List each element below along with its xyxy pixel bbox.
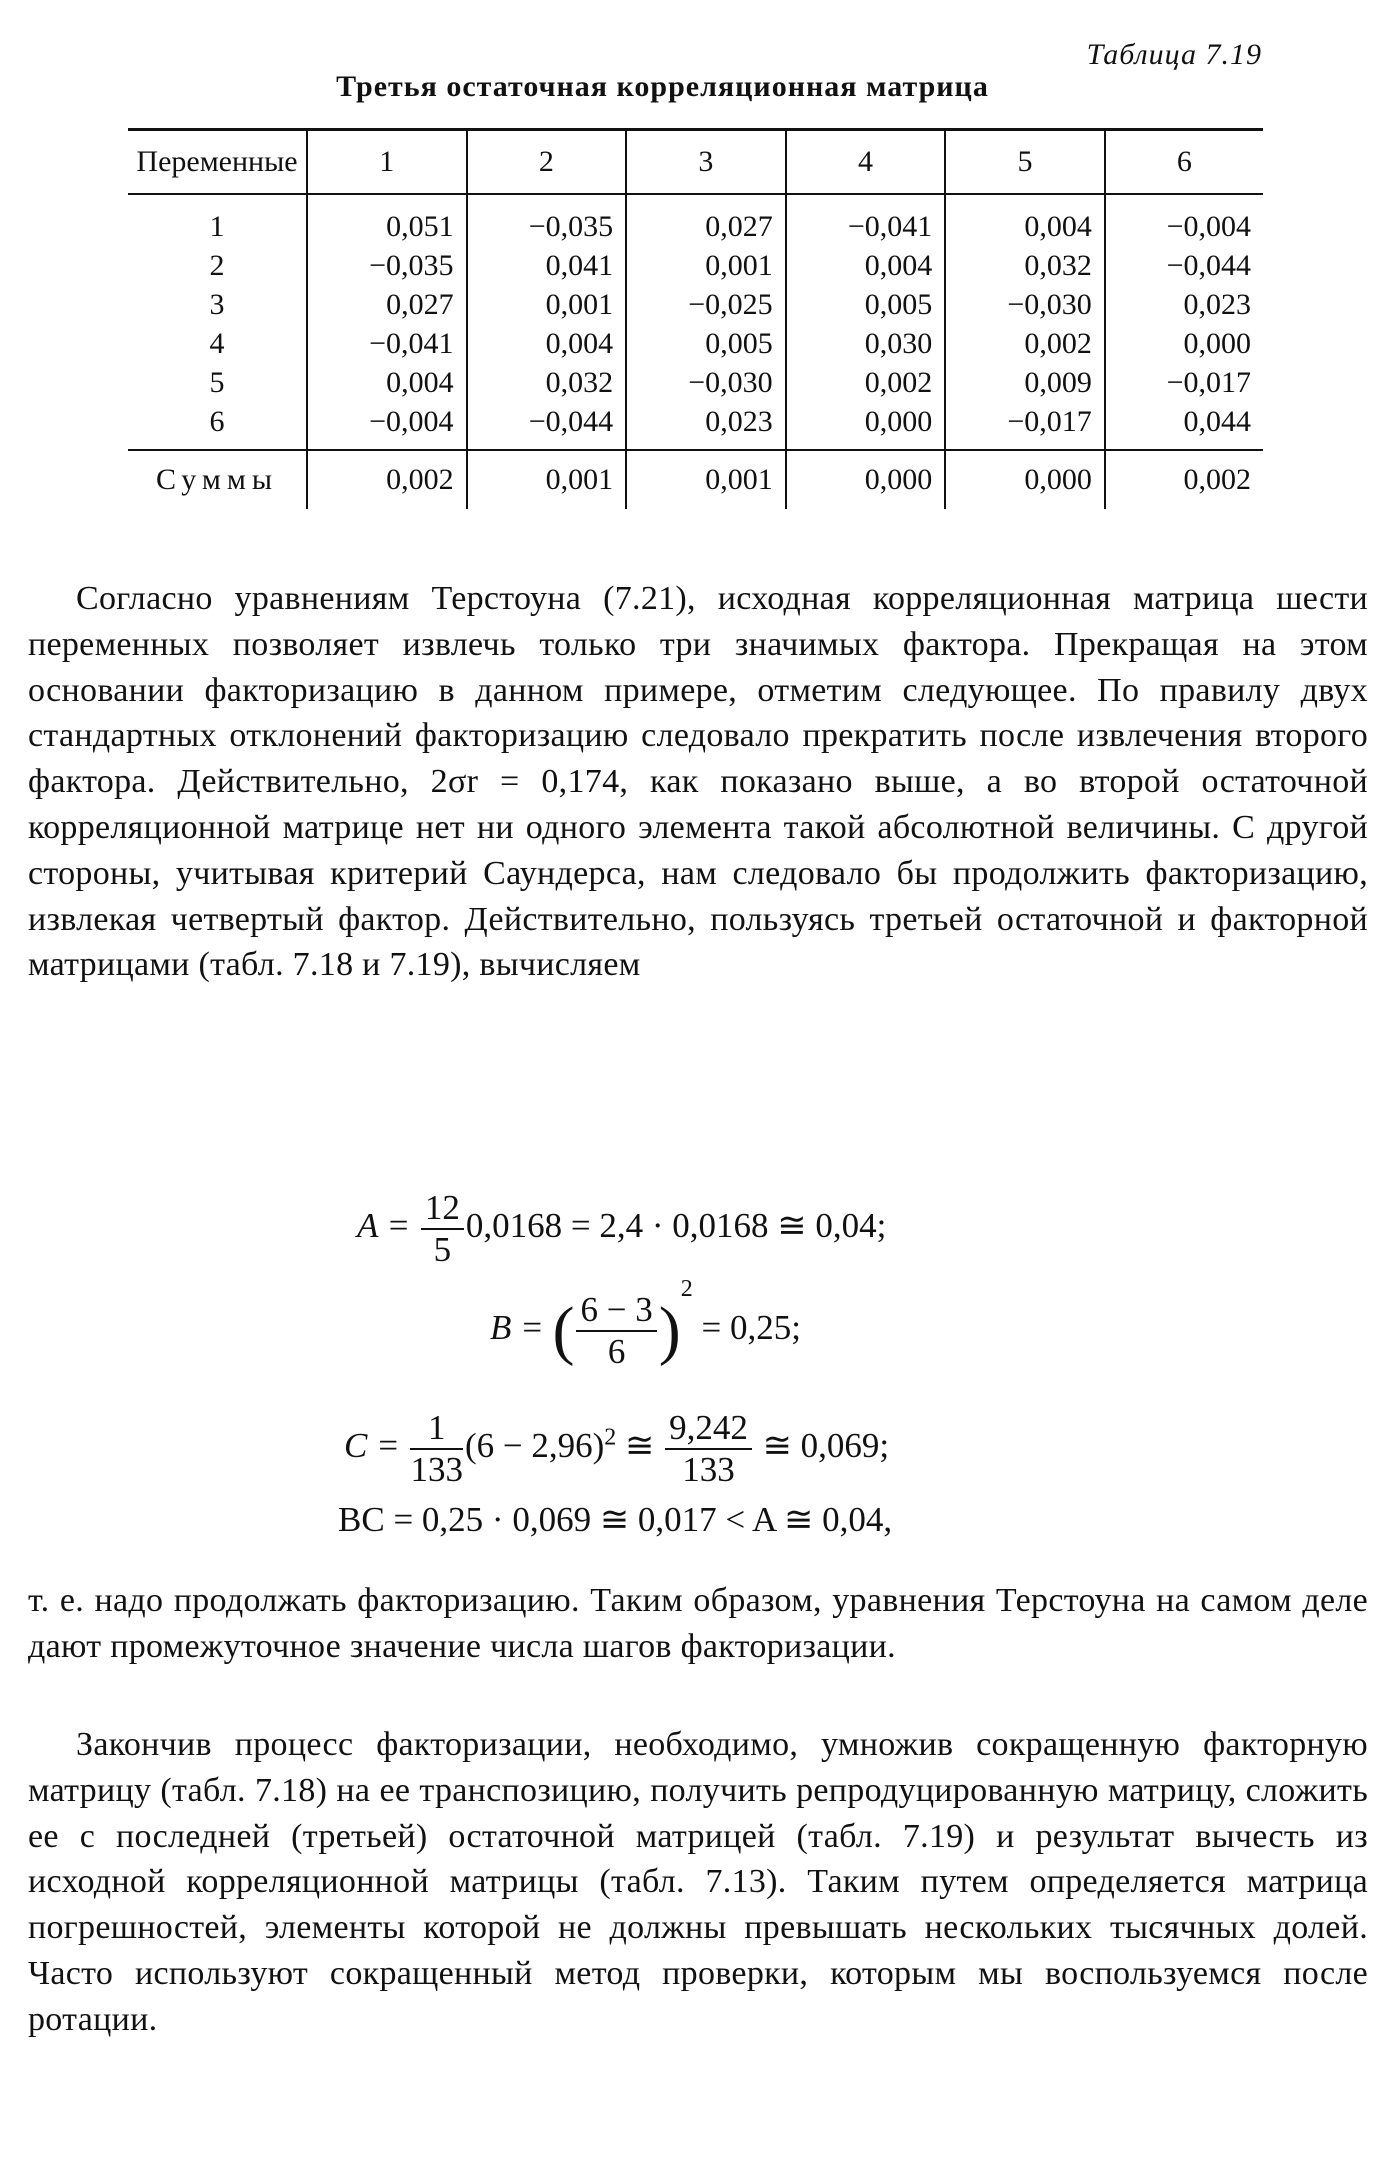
header-cell: 2 bbox=[467, 130, 627, 195]
eq-c-fraction-1 bbox=[410, 1408, 463, 1490]
table-cell: 0,002 bbox=[786, 363, 946, 402]
table-cell: 0,032 bbox=[945, 246, 1105, 285]
header-cell: 4 bbox=[786, 130, 946, 195]
paragraph-thurstone bbox=[28, 576, 1368, 988]
table-cell: −0,004 bbox=[1105, 194, 1263, 246]
row-label: 1 bbox=[209, 209, 225, 243]
row-label: 3 bbox=[209, 287, 225, 321]
table-cell: 0,023 bbox=[1105, 285, 1263, 324]
eq-c-den2: 133 bbox=[682, 1450, 735, 1489]
table-row bbox=[128, 324, 1263, 363]
sums-label: Суммы bbox=[128, 450, 307, 509]
table-cell: 0,001 bbox=[467, 285, 627, 324]
paragraph-text: Согласно уравнениям Терстоуна (7.21), исходная корреляционная матрица шести переменных позволяет извлечь только три значимых фактора. Прекращая на этом основании факторизацию в данном примере, отметим следующее. По правилу двух стандартных отклонений факторизацию следовало прекратить после извлечения второго фактора. Действительно, 2σr = 0,174, как показано выше, а во второй остаточной корреляционной матрице нет ни одного элемента такой абсолютной величины. С другой стороны, учитывая критерий Саундерса, нам следовало бы продолжить факторизацию, извлекая четвертый фактор. Действительно, пользуясь третьей остаточной и факторной матрицами (табл. 7.18 и 7.19), вычисляем bbox=[28, 580, 1368, 984]
table-cell: 0,005 bbox=[626, 324, 786, 363]
table-cell: 0,032 bbox=[467, 363, 627, 402]
table-cell: 0,027 bbox=[626, 194, 786, 246]
header-cell: 6 bbox=[1105, 130, 1263, 195]
paragraph-verification bbox=[28, 1722, 1368, 2043]
table-row bbox=[128, 363, 1263, 402]
eq-c-mid: (6 − 2,96) bbox=[464, 1426, 605, 1466]
table-row bbox=[128, 402, 1263, 450]
row-label: 5 bbox=[209, 365, 225, 399]
residual-correlation-table bbox=[128, 128, 1263, 509]
table-cell: −0,035 bbox=[467, 194, 627, 246]
table-cell: 0,000 bbox=[1105, 324, 1263, 363]
table-cell: 0,002 bbox=[945, 324, 1105, 363]
table-row bbox=[128, 285, 1263, 324]
table-cell: −0,044 bbox=[467, 402, 627, 450]
sum-cell: 0,000 bbox=[786, 450, 946, 509]
table-cell: −0,025 bbox=[626, 285, 786, 324]
eq-c-relation: ≅ bbox=[625, 1426, 655, 1466]
header-cell: 1 bbox=[307, 130, 467, 195]
equation-bc bbox=[338, 1500, 892, 1540]
sum-cell: 0,002 bbox=[307, 450, 467, 509]
eq-c-exponent: 2 bbox=[604, 1424, 617, 1451]
table-cell: −0,017 bbox=[945, 402, 1105, 450]
eq-c-lhs: C = bbox=[344, 1426, 400, 1466]
sum-cell: 0,001 bbox=[467, 450, 627, 509]
equation-b bbox=[490, 1276, 801, 1372]
table-cell: 0,023 bbox=[626, 402, 786, 450]
table-cell: 0,004 bbox=[307, 363, 467, 402]
table-cell: −0,041 bbox=[307, 324, 467, 363]
table-cell: 0,051 bbox=[307, 194, 467, 246]
eq-b-den: 6 bbox=[607, 1332, 626, 1371]
table-cell: −0,017 bbox=[1105, 363, 1263, 402]
eq-a-den: 5 bbox=[433, 1230, 452, 1269]
eq-c-rest: ≅ 0,069; bbox=[762, 1426, 890, 1466]
paragraph-conclusion bbox=[28, 1578, 1368, 1670]
eq-b-lhs: B = bbox=[490, 1308, 544, 1348]
table-label: Таблица 7.19 bbox=[1086, 38, 1262, 71]
table-cell: 0,004 bbox=[467, 324, 627, 363]
sums-row bbox=[128, 450, 1263, 509]
header-cell: Переменные bbox=[128, 130, 307, 195]
table-title: Третья остаточная корреляционная матрица bbox=[336, 70, 989, 103]
eq-a-fraction bbox=[421, 1188, 464, 1270]
equation-c bbox=[344, 1408, 889, 1490]
sum-cell: 0,001 bbox=[626, 450, 786, 509]
eq-b-num: 6 − 3 bbox=[576, 1290, 656, 1332]
left-paren: ( bbox=[552, 1294, 575, 1367]
table-cell: −0,044 bbox=[1105, 246, 1263, 285]
table-cell: 0,001 bbox=[626, 246, 786, 285]
sum-cell: 0,002 bbox=[1105, 450, 1263, 509]
table-row bbox=[128, 246, 1263, 285]
eq-bc-text: BC = 0,25 · 0,069 ≅ 0,017 < A ≅ 0,04, bbox=[338, 1500, 893, 1539]
table-cell: −0,004 bbox=[307, 402, 467, 450]
header-cell: 5 bbox=[945, 130, 1105, 195]
eq-c-den1: 133 bbox=[410, 1450, 463, 1489]
table-cell: −0,035 bbox=[307, 246, 467, 285]
equation-a bbox=[357, 1188, 886, 1270]
row-label: 4 bbox=[209, 326, 225, 360]
right-paren: ) bbox=[658, 1294, 681, 1367]
sum-cell: 0,000 bbox=[945, 450, 1105, 509]
table-cell: 0,004 bbox=[945, 194, 1105, 246]
eq-b-fraction bbox=[576, 1290, 656, 1372]
paragraph-text: т. е. надо продолжать факторизацию. Таким образом, уравнения Терстоуна на самом деле дают промежуточное значение числа шагов факторизации. bbox=[28, 1582, 1368, 1665]
table-cell: 0,000 bbox=[786, 402, 946, 450]
eq-c-num1: 1 bbox=[410, 1408, 463, 1450]
row-label: 6 bbox=[209, 404, 225, 438]
table-header-row bbox=[128, 130, 1263, 195]
eq-a-lhs: A = bbox=[357, 1206, 411, 1246]
table-cell: 0,009 bbox=[945, 363, 1105, 402]
table-cell: −0,030 bbox=[626, 363, 786, 402]
eq-c-fraction-2 bbox=[665, 1408, 752, 1490]
header-cell: 3 bbox=[626, 130, 786, 195]
table-cell: 0,030 bbox=[786, 324, 946, 363]
table-cell: −0,041 bbox=[786, 194, 946, 246]
eq-a-num: 12 bbox=[421, 1188, 464, 1230]
table-cell: −0,030 bbox=[945, 285, 1105, 324]
table-row bbox=[128, 194, 1263, 246]
eq-b-rest: = 0,25; bbox=[701, 1308, 801, 1348]
eq-b-exponent: 2 bbox=[680, 1276, 693, 1303]
table-cell: 0,027 bbox=[307, 285, 467, 324]
eq-a-rest: 0,0168 = 2,4 · 0,0168 ≅ 0,04; bbox=[465, 1206, 887, 1246]
paragraph-text: Закончив процесс факторизации, необходимо, умножив сокращенную факторную матрицу (табл. 7.18) на ее транспозицию, получить репродуцированную матрицу, сложить ее с последней (третьей) остаточной матрицей (табл. 7.19) и результат вычесть из исходной корреляционной матрицы (табл. 7.13). Таким путем определяется матрица погрешностей, элементы которой не должны превышать нескольких тысячных долей. Часто используют сокращенный метод проверки, которым мы воспользуемся после ротации. bbox=[28, 1726, 1368, 2038]
eq-c-num2: 9,242 bbox=[665, 1408, 752, 1450]
table-cell: 0,005 bbox=[786, 285, 946, 324]
table-cell: 0,044 bbox=[1105, 402, 1263, 450]
table-cell: 0,041 bbox=[467, 246, 627, 285]
table-cell: 0,004 bbox=[786, 246, 946, 285]
row-label: 2 bbox=[209, 248, 225, 282]
